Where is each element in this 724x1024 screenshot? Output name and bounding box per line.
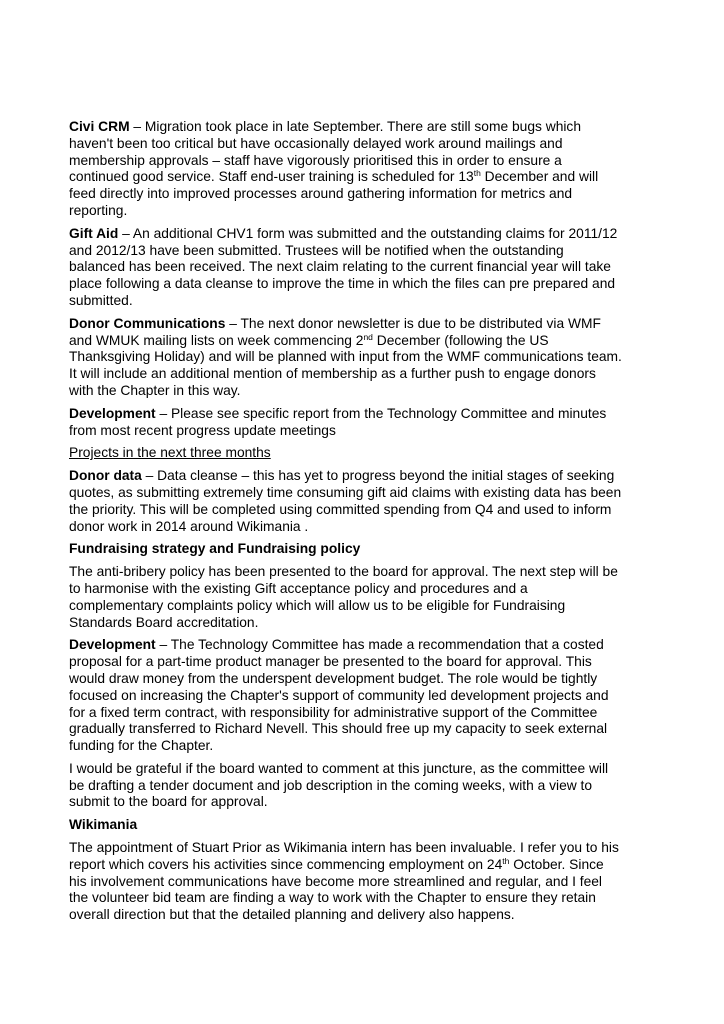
wikimania-heading: Wikimania bbox=[69, 817, 138, 833]
gift-aid-paragraph: Gift Aid – An additional CHV1 form was submitted and the outstanding claims for 2011/12 and 2012/13 have been submitted. Trustees will be notified when the outstanding balanced has been received. The next claim relating to the current financial year will take place following a data cleanse to improve the time in which the files can pre prepared and submitted. bbox=[69, 225, 618, 308]
development-title-1: Development bbox=[69, 405, 156, 421]
donor-data-paragraph: Donor data – Data cleanse – this has yet to progress beyond the initial stages of seeking quotes, as submitting extremely time consuming gift aid claims with existing data has been the priority. This will be completed using committed spending from Q4 and used to inform donor work in 2014 around Wikimania . bbox=[69, 468, 622, 534]
fundraising-paragraph: The anti-bribery policy has been presented to the board for approval. The next step will be to harmonise with the existing Gift acceptance policy and procedures and a complementary complaints policy which will allow us to be eligible for Fundraising Standards Board accreditation. bbox=[69, 564, 618, 630]
wikimania-paragraph: The appointment of Stuart Prior as Wikimania intern has been invaluable. I refer you to his report which covers his activities since commencing employment on 24th October. Since his involvement communications have become more streamlined and regular, and I feel the volunteer bid team are finding a way to work with the Chapter to ensure they retain overall direction but that the detailed planning and delivery also happens. bbox=[69, 840, 619, 923]
development-title-2: Development bbox=[69, 637, 156, 653]
civi-crm-paragraph: Civi CRM – Migration took place in late September. There are still some bugs which haven't been too critical but have occasionally delayed work around mailings and membership approvals – staff have vigorously prioritised this in order to ensure a continued good service. Staff end-user training is scheduled for 13th December and will feed directly into improved processes around gathering information for metrics and reporting. bbox=[69, 119, 599, 218]
donor-data-title: Donor data bbox=[69, 468, 142, 484]
development-paragraph-1: Development – Please see specific report from the Technology Committee and minutes from most recent progress update meetings bbox=[69, 405, 607, 438]
development-paragraph-2: Development – The Technology Committee has made a recommendation that a costed proposal for a part-time product manager be presented to the board for approval. This would draw money from the underspent development budget. The role would be tightly focused on increasing the Chapter's support of community led development projects and for a fixed term contract, with responsibility for administrative support of the Committee gradually transferred to Richard Nevell. This should free up my capacity to seek external funding for the Chapter. bbox=[69, 637, 609, 754]
gift-aid-title: Gift Aid bbox=[69, 225, 119, 241]
grateful-paragraph: I would be grateful if the board wanted to comment at this juncture, as the committee will be drafting a tender document and job description in the coming weeks, with a view to submit to the board for approval. bbox=[69, 760, 609, 810]
donor-communications-title: Donor Communications bbox=[69, 315, 226, 331]
fundraising-heading: Fundraising strategy and Fundraising policy bbox=[69, 541, 361, 557]
projects-heading: Projects in the next three months bbox=[69, 445, 271, 461]
donor-communications-paragraph: Donor Communications – The next donor newsletter is due to be distributed via WMF and WMUK mailing lists on week commencing 2nd December (following the US Thanksgiving Holiday) and will be planned with input from the WMF communications team. It will include an additional mention of membership as a further push to engage donors with the Chapter in this way. bbox=[69, 315, 622, 398]
civi-crm-title: Civi CRM bbox=[69, 119, 130, 134]
